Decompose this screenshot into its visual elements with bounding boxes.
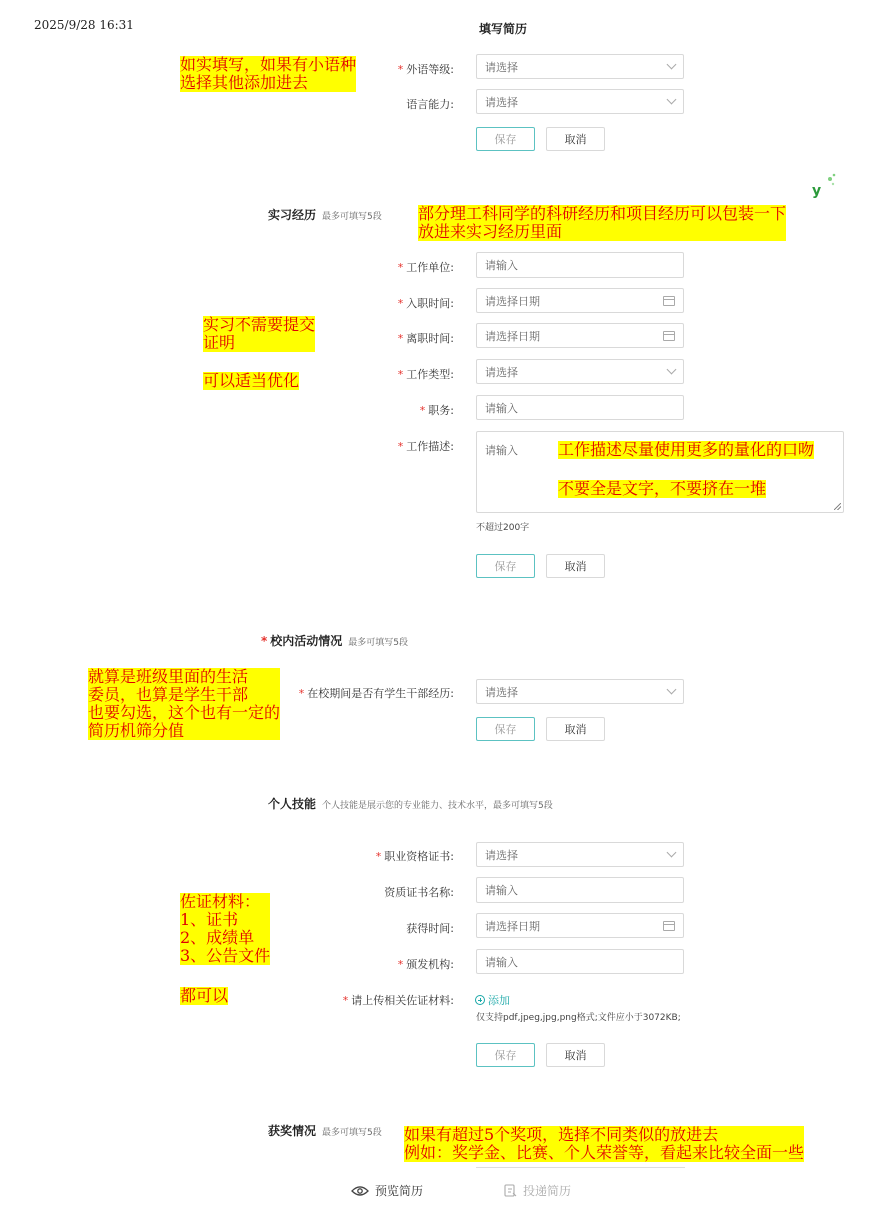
certificate-label: * 职业资格证书: xyxy=(375,850,454,863)
foreign-level-label: * 外语等级: xyxy=(397,63,454,76)
work-type-select[interactable]: 请选择 xyxy=(476,359,684,384)
position-label: * 职务: xyxy=(419,404,454,417)
chevron-down-icon xyxy=(667,95,677,105)
language-ability-select[interactable]: 请选择 xyxy=(476,89,684,114)
annotation-note: 都可以 xyxy=(180,986,229,1005)
annotation-note: 可以适当优化 xyxy=(203,371,300,390)
cancel-button[interactable]: 取消 xyxy=(546,1043,605,1067)
chevron-down-icon xyxy=(667,685,677,695)
chevron-down-icon xyxy=(667,60,677,70)
issuer-input[interactable]: 请输入 xyxy=(476,949,684,974)
divider xyxy=(476,1167,685,1168)
save-button[interactable]: 保存 xyxy=(476,717,535,741)
skills-section-title: 个人技能 个人技能是展示您的专业能力、技术水平，最多可填写5段 xyxy=(268,797,553,811)
preview-resume-button[interactable]: 预览简历 xyxy=(351,1182,423,1199)
save-button[interactable]: 保存 xyxy=(476,127,535,151)
foreign-level-select[interactable]: 请选择 xyxy=(476,54,684,79)
issuer-label: * 颁发机构: xyxy=(397,958,454,971)
annotation-note: 不要全是文字，不要挤在一堆 xyxy=(558,479,767,498)
annotation-note: 佐证材料： 1、证书 2、成绩单 3、公告文件 xyxy=(180,892,271,965)
annotation-note: 如果有超过5个奖项，选择不同类似的放进去 例如：奖学金、比赛、个人荣誉等，看起来比较全面一些 xyxy=(404,1125,805,1162)
assistant-icon[interactable] xyxy=(808,170,838,200)
chevron-down-icon xyxy=(667,848,677,858)
work-unit-label: * 工作单位: xyxy=(397,261,454,274)
obtained-date-picker[interactable]: 请选择日期 xyxy=(476,913,684,938)
resize-handle-icon[interactable] xyxy=(834,503,841,510)
save-button[interactable]: 保存 xyxy=(476,554,535,578)
annotation-note: 实习不需要提交 证明 xyxy=(203,315,316,352)
awards-section-title: 获奖情况 最多可填写5段 xyxy=(268,1124,382,1138)
internship-section-title: 实习经历 最多可填写5段 xyxy=(268,208,382,222)
page-title: 填写简历 xyxy=(478,22,527,36)
add-circle-icon xyxy=(475,995,485,1005)
description-hint: 不超过200字 xyxy=(476,523,530,533)
end-date-picker[interactable]: 请选择日期 xyxy=(476,323,684,348)
calendar-icon xyxy=(663,331,675,341)
upload-label: * 请上传相关佐证材料: xyxy=(342,994,454,1007)
send-icon xyxy=(504,1184,517,1197)
save-button[interactable]: 保存 xyxy=(476,1043,535,1067)
certificate-name-label: 资质证书名称: xyxy=(384,886,454,899)
position-input[interactable]: 请输入 xyxy=(476,395,684,420)
annotation-note: 就算是班级里面的生活 委员，也算是学生干部 也要勾选，这个也有一定的 简历机筛分值 xyxy=(88,667,281,740)
start-date-picker[interactable]: 请选择日期 xyxy=(476,288,684,313)
svg-text:y: y xyxy=(812,183,822,199)
student-cadre-label: * 在校期间是否有学生干部经历: xyxy=(298,687,454,700)
annotation-note: 工作描述尽量使用更多的量化的口吻 xyxy=(558,440,815,459)
timestamp: 2025/9/28 16:31 xyxy=(34,18,134,32)
certificate-name-input[interactable]: 请输入 xyxy=(476,877,684,903)
campus-section-title: * 校内活动情况 最多可填写5段 xyxy=(261,634,409,648)
calendar-icon xyxy=(663,921,675,931)
cancel-button[interactable]: 取消 xyxy=(546,127,605,151)
upload-hint: 仅支持pdf,jpeg,jpg,png格式;文件应小于3072KB; xyxy=(476,1013,681,1023)
eye-icon xyxy=(351,1185,369,1197)
language-ability-label: 语言能力: xyxy=(406,98,454,111)
chevron-down-icon xyxy=(667,365,677,375)
annotation-note: 如实填写，如果有小语种 选择其他添加进去 xyxy=(180,55,357,92)
work-description-label: * 工作描述: xyxy=(397,440,454,453)
submit-resume-button[interactable]: 投递简历 xyxy=(504,1182,571,1199)
work-unit-input[interactable]: 请输入 xyxy=(476,252,684,278)
annotation-note: 部分理工科同学的科研经历和项目经历可以包装一下 放进来实习经历里面 xyxy=(418,204,787,241)
calendar-icon xyxy=(663,296,675,306)
add-file-button[interactable]: 添加 xyxy=(475,992,510,1008)
work-type-label: * 工作类型: xyxy=(397,368,454,381)
obtained-date-label: 获得时间: xyxy=(406,922,454,935)
end-date-label: * 离职时间: xyxy=(397,332,454,345)
start-date-label: * 入职时间: xyxy=(397,297,454,310)
textarea-placeholder: 请输入 xyxy=(485,444,518,457)
student-cadre-select[interactable]: 请选择 xyxy=(476,679,684,704)
cancel-button[interactable]: 取消 xyxy=(546,717,605,741)
certificate-select[interactable]: 请选择 xyxy=(476,842,684,867)
cancel-button[interactable]: 取消 xyxy=(546,554,605,578)
